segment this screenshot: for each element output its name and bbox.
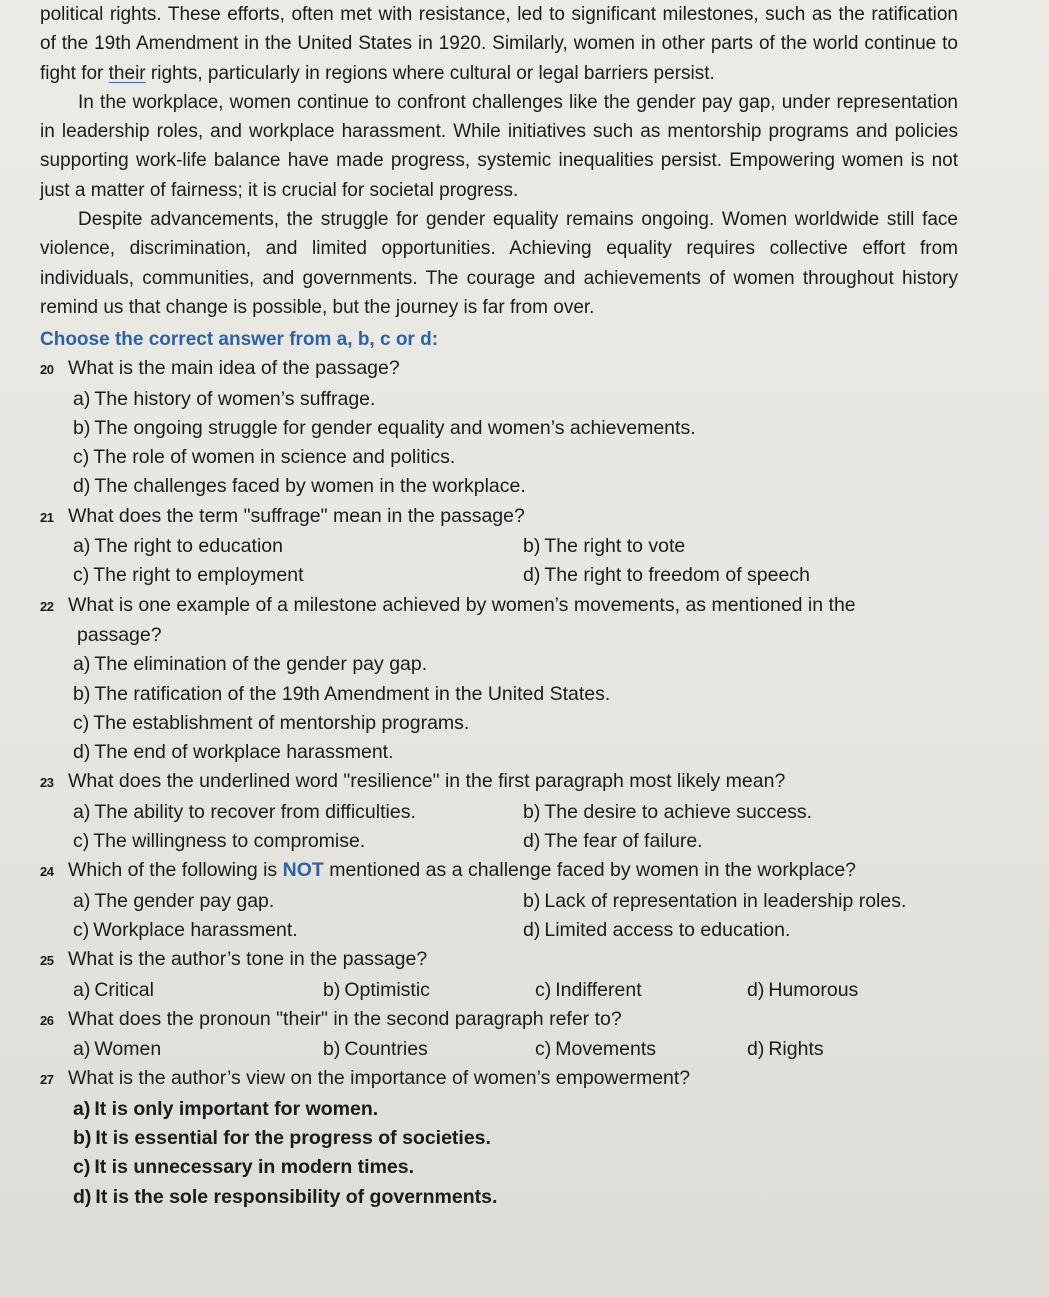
options-list <box>40 385 958 502</box>
option-text: It is the sole responsibility of governments. <box>95 1185 498 1208</box>
option-label: c) <box>535 1038 552 1061</box>
question-text: What does the pronoun "their" in the second paragraph refer to? <box>68 1007 622 1030</box>
option-text: The end of workplace harassment. <box>94 741 394 764</box>
option-b[interactable] <box>73 1124 958 1153</box>
option-a[interactable] <box>73 798 523 827</box>
paragraph-1-end: rights, particularly in regions where cultural or legal barriers persist. <box>145 62 715 84</box>
option-text: Rights <box>768 1038 824 1061</box>
option-c[interactable] <box>73 1153 958 1182</box>
option-label: c) <box>73 564 90 587</box>
option-a[interactable] <box>73 1035 323 1064</box>
option-b[interactable] <box>323 1035 535 1064</box>
passage-paragraph-1 <box>40 0 958 88</box>
option-text: The right to employment <box>93 564 304 587</box>
page-content <box>40 0 958 1212</box>
option-b[interactable] <box>523 887 958 916</box>
option-label: d) <box>747 978 765 1001</box>
option-label: b) <box>73 682 91 705</box>
question-27 <box>40 1064 958 1211</box>
option-label: a) <box>73 1038 91 1061</box>
options-row <box>40 1035 958 1064</box>
question-number: 22 <box>40 598 54 614</box>
question-25 <box>40 945 958 1005</box>
option-b[interactable] <box>73 680 958 709</box>
option-label: d) <box>73 1185 92 1208</box>
option-label: c) <box>73 446 90 469</box>
option-label: b) <box>73 1126 92 1149</box>
question-text-pre: Which of the following is <box>68 859 283 882</box>
options-list <box>40 1095 958 1212</box>
option-label: a) <box>73 1097 91 1120</box>
emphasis-not: NOT <box>282 859 324 882</box>
question-line <box>40 1064 958 1094</box>
question-21 <box>40 502 958 591</box>
question-number: 23 <box>40 775 54 791</box>
question-number: 27 <box>40 1072 54 1088</box>
option-label: b) <box>323 978 341 1001</box>
option-text: It is essential for the progress of societies. <box>95 1126 491 1149</box>
question-line <box>40 591 958 621</box>
option-d[interactable] <box>73 1183 958 1212</box>
option-c[interactable] <box>535 1035 747 1064</box>
option-text: The willingness to compromise. <box>93 830 366 853</box>
question-number: 24 <box>40 864 54 880</box>
option-c[interactable] <box>73 916 523 945</box>
question-text-continued: passage? <box>77 623 162 646</box>
option-text: Countries <box>344 1038 428 1061</box>
question-line <box>40 767 958 797</box>
option-d[interactable] <box>747 976 958 1005</box>
option-text: The history of women’s suffrage. <box>94 387 376 410</box>
option-label: c) <box>535 978 552 1001</box>
option-label: a) <box>73 535 91 558</box>
options-grid <box>40 887 958 946</box>
option-label: d) <box>523 564 541 587</box>
question-text: What does the term "suffrage" mean in the passage? <box>68 504 525 527</box>
option-label: d) <box>747 1038 765 1061</box>
option-d[interactable] <box>73 472 958 501</box>
option-text: Critical <box>94 978 154 1001</box>
option-text: Lack of representation in leadership roles. <box>544 889 907 912</box>
option-b[interactable] <box>323 976 535 1005</box>
option-label: c) <box>73 830 90 853</box>
options-list <box>40 650 958 767</box>
question-line <box>40 1005 958 1035</box>
option-text: The gender pay gap. <box>94 889 275 912</box>
option-a[interactable] <box>73 650 958 679</box>
question-line <box>40 856 958 886</box>
question-text: What is the main idea of the passage? <box>68 357 400 380</box>
option-text: Women <box>94 1038 162 1061</box>
option-a[interactable] <box>73 532 523 561</box>
option-a[interactable] <box>73 1095 958 1124</box>
instructions-heading: Choose the correct answer from a, b, c or d: <box>40 329 439 351</box>
question-number: 21 <box>40 509 54 525</box>
option-a[interactable] <box>73 976 323 1005</box>
option-a[interactable] <box>73 887 523 916</box>
question-text: What is one example of a milestone achieved by women’s movements, as mentioned in the <box>68 593 856 616</box>
question-number: 20 <box>40 362 54 378</box>
question-23 <box>40 767 958 856</box>
question-text: What is the author’s view on the importance of women’s empowerment? <box>68 1067 691 1090</box>
option-text: The role of women in science and politics. <box>93 446 456 469</box>
question-22 <box>40 591 958 768</box>
option-text: The ratification of the 19th Amendment in the United States. <box>94 682 611 705</box>
option-text: The right to freedom of speech <box>544 564 810 587</box>
options-grid <box>40 532 958 591</box>
option-text: The fear of failure. <box>544 830 703 853</box>
option-b[interactable] <box>523 798 958 827</box>
passage-paragraph-2: In the workplace, women continue to confront challenges like the gender pay gap, under representation in leadership roles, and workplace harassment. While initiatives such as mentorship programs and policies supporting work-life balance have made progress, systemic inequalities persist. Empowering women is not just a matter of fairness; it is crucial for societal progress. <box>40 91 958 201</box>
option-label: d) <box>73 475 91 498</box>
question-number: 26 <box>40 1012 54 1028</box>
paragraph-1-text: political rights. These efforts, often met with resistance, led to significant milestones, such as the ratification of the 19th Amendment in the United States in 1920. Similarly, women in other parts of the world continue to fight for <box>40 4 958 84</box>
option-text: It is unnecessary in modern times. <box>94 1156 415 1179</box>
option-text: Humorous <box>768 978 859 1001</box>
option-label: a) <box>73 653 91 676</box>
question-line <box>40 502 958 532</box>
underlined-word-their: their <box>108 62 146 84</box>
question-number: 25 <box>40 953 54 969</box>
option-text: The challenges faced by women in the workplace. <box>94 475 526 498</box>
option-text: The ability to recover from difficulties. <box>94 800 416 823</box>
question-line <box>40 354 958 384</box>
option-b[interactable] <box>73 414 958 443</box>
option-c[interactable] <box>73 827 523 856</box>
question-26 <box>40 1005 958 1065</box>
question-20 <box>40 354 958 501</box>
option-d[interactable] <box>523 916 958 945</box>
option-text: The establishment of mentorship programs. <box>93 711 470 734</box>
option-d[interactable] <box>523 827 958 856</box>
option-text: Indifferent <box>555 978 642 1001</box>
option-text: The elimination of the gender pay gap. <box>94 653 428 676</box>
option-text: The ongoing struggle for gender equality and women’s achievements. <box>94 416 696 439</box>
option-text: The desire to achieve success. <box>544 800 813 823</box>
option-label: c) <box>73 711 90 734</box>
options-row <box>40 976 958 1005</box>
option-d[interactable] <box>73 738 958 767</box>
option-text: It is only important for women. <box>94 1097 379 1120</box>
option-d[interactable] <box>523 561 958 590</box>
option-text: The right to vote <box>544 535 686 558</box>
option-label: d) <box>73 741 91 764</box>
option-c[interactable] <box>73 443 958 472</box>
question-text <box>68 856 958 885</box>
option-b[interactable] <box>523 532 958 561</box>
option-c[interactable] <box>73 709 958 738</box>
option-c[interactable] <box>73 561 523 590</box>
option-label: d) <box>523 918 541 941</box>
question-text: What does the underlined word "resilience" in the first paragraph most likely mean? <box>68 770 786 793</box>
question-text-post: mentioned as a challenge faced by women in the workplace? <box>323 859 857 882</box>
question-line <box>40 945 958 975</box>
option-label: b) <box>523 535 541 558</box>
option-label: a) <box>73 387 91 410</box>
option-label: b) <box>523 800 541 823</box>
option-label: a) <box>73 800 91 823</box>
option-label: c) <box>73 918 90 941</box>
option-text: Optimistic <box>344 978 430 1001</box>
option-d[interactable] <box>747 1035 958 1064</box>
passage-paragraph-3: Despite advancements, the struggle for gender equality remains ongoing. Women worldwide still face violence, discrimination, and limited opportunities. Achieving equality requires collective effort from individuals, communities, and governments. The courage and achievements of women throughout history remind us that change is possible, but the journey is far from over. <box>40 209 958 318</box>
option-text: The right to education <box>94 535 283 558</box>
option-label: a) <box>73 889 91 912</box>
options-grid <box>40 798 958 857</box>
option-label: b) <box>323 1038 341 1061</box>
option-text: Movements <box>555 1038 657 1061</box>
option-label: b) <box>523 889 541 912</box>
option-label: a) <box>73 978 91 1001</box>
option-label: c) <box>73 1156 91 1179</box>
question-24 <box>40 856 958 945</box>
question-text: What is the author’s tone in the passage? <box>68 948 428 971</box>
option-a[interactable] <box>73 385 958 414</box>
option-text: Limited access to education. <box>544 918 791 941</box>
option-c[interactable] <box>535 976 747 1005</box>
option-label: d) <box>523 830 541 853</box>
option-label: b) <box>73 416 91 439</box>
option-text: Workplace harassment. <box>93 918 298 941</box>
